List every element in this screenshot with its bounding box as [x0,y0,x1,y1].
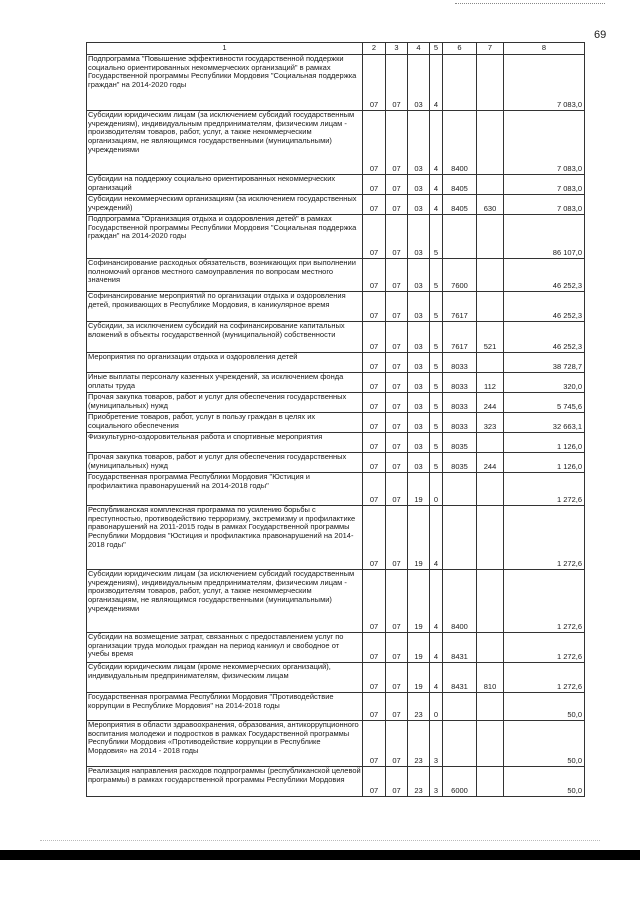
subsection-code-cell: 07 [386,292,408,322]
row-name-cell: Мероприятия по организации отдыха и оздоровления детей [87,353,363,373]
table-row [87,767,585,797]
row-name-cell: Прочая закупка товаров, работ и услуг для обеспечения государственных (муниципальных) нужд [87,453,363,473]
amount-cell: 1 272,6 [504,633,585,663]
subprogram-code-cell: 5 [430,453,443,473]
program-code-cell: 03 [408,175,430,195]
amount-cell: 1 272,6 [504,506,585,570]
amount-cell: 1 126,0 [504,453,585,473]
subprogram-code-cell: 5 [430,413,443,433]
expense-code-cell [443,55,477,111]
expense-code-cell [443,506,477,570]
expense-type-cell [477,693,504,721]
amount-cell: 46 252,3 [504,292,585,322]
subsection-code-cell: 07 [386,453,408,473]
subprogram-code-cell: 3 [430,721,443,767]
expense-type-cell: 810 [477,663,504,693]
subsection-code-cell: 07 [386,373,408,393]
expense-code-cell [443,473,477,506]
subsection-code-cell: 07 [386,433,408,453]
expense-type-cell [477,506,504,570]
amount-cell: 7 083,0 [504,111,585,175]
program-code-cell: 03 [408,373,430,393]
expense-code-cell: 8405 [443,195,477,215]
program-code-cell: 23 [408,721,430,767]
row-name-cell: Субсидии юридическим лицам (кроме некоммерческих организаций), индивидуальным предпринимателям, физическим лицам [87,663,363,693]
row-name-cell: Субсидии некоммерческим организациям (за исключением государственных учреждений) [87,195,363,215]
subprogram-code-cell: 4 [430,570,443,633]
section-code-cell: 07 [363,767,386,797]
table-row [87,195,585,215]
expense-type-cell: 244 [477,453,504,473]
expense-code-cell [443,721,477,767]
budget-table [86,42,585,797]
amount-cell: 50,0 [504,721,585,767]
table-row [87,433,585,453]
row-name-cell: Республиканская комплексная программа по усилению борьбы с преступностью, противодействию терроризму, экстремизму и профилактике правонарушений на 2011-2015 годы в рамках Государственной программы Республики Мордовия "Юстиция и профилактика правонарушений на 2014-2018 годы" [87,506,363,570]
row-name-cell: Иные выплаты персоналу казенных учреждений, за исключением фонда оплаты труда [87,373,363,393]
amount-cell: 7 083,0 [504,195,585,215]
table-row [87,175,585,195]
expense-code-cell: 8400 [443,111,477,175]
table-row [87,453,585,473]
subprogram-code-cell: 5 [430,215,443,259]
expense-type-cell [477,721,504,767]
row-name-cell: Реализация направления расходов подпрограммы (республиканской целевой программы) в рамках государственной программы Республики Мордовия [87,767,363,797]
program-code-cell: 03 [408,393,430,413]
program-code-cell: 23 [408,767,430,797]
row-name-cell: Мероприятия в области здравоохранения, образования, антикоррупционного воспитания молодежи и подростков в рамках Государственной программы Республики Мордовия «Противодействие коррупции в Республике Мордовия» на 2014 - 2018 годы [87,721,363,767]
expense-type-cell [477,353,504,373]
subsection-code-cell: 07 [386,633,408,663]
section-code-cell: 07 [363,259,386,292]
expense-type-cell [477,292,504,322]
table-row [87,693,585,721]
row-name-cell: Субсидии юридическим лицам (за исключением субсидий государственным учреждениям), индивидуальным предпринимателям, физическим лицам - производителям товаров, работ, услуг, а также некоммерческим организациям, не являющимся государственными (муниципальными) учреждениями [87,570,363,633]
table-row [87,663,585,693]
subprogram-code-cell: 5 [430,353,443,373]
program-code-cell: 03 [408,292,430,322]
row-name-cell: Субсидии, за исключением субсидий на софинансирование капитальных вложений в объекты государственной (муниципальной) собственности [87,322,363,353]
section-code-cell: 07 [363,393,386,413]
expense-code-cell: 6000 [443,767,477,797]
expense-type-cell [477,473,504,506]
expense-type-cell: 323 [477,413,504,433]
expense-code-cell: 8400 [443,570,477,633]
expense-type-cell: 244 [477,393,504,413]
row-name-cell: Софинансирование расходных обязательств, возникающих при выполнении полномочий органов местного самоуправления по вопросам местного значения [87,259,363,292]
row-name-cell: Подпрограмма "Организация отдыха и оздоровления детей" в рамках Государственной программы Республики Мордовия "Социальная поддержка граждан" на 2014-2020 годы [87,215,363,259]
section-code-cell: 07 [363,453,386,473]
program-code-cell: 19 [408,633,430,663]
subsection-code-cell: 07 [386,570,408,633]
subprogram-code-cell: 4 [430,195,443,215]
header-cell: 8 [504,43,585,55]
section-code-cell: 07 [363,55,386,111]
amount-cell: 46 252,3 [504,322,585,353]
expense-type-cell [477,767,504,797]
amount-cell: 38 728,7 [504,353,585,373]
expense-code-cell: 7617 [443,322,477,353]
expense-type-cell [477,111,504,175]
section-code-cell: 07 [363,433,386,453]
amount-cell: 7 083,0 [504,175,585,195]
table-row [87,292,585,322]
subsection-code-cell: 07 [386,175,408,195]
table-row [87,259,585,292]
program-code-cell: 03 [408,433,430,453]
section-code-cell: 07 [363,292,386,322]
table-row [87,353,585,373]
expense-type-cell [477,433,504,453]
table-row [87,373,585,393]
row-name-cell: Субсидии на поддержку социально ориентированных некоммерческих организаций [87,175,363,195]
section-code-cell: 07 [363,373,386,393]
subsection-code-cell: 07 [386,259,408,292]
section-code-cell: 07 [363,353,386,373]
section-code-cell: 07 [363,506,386,570]
expense-type-cell [477,55,504,111]
amount-cell: 32 663,1 [504,413,585,433]
amount-cell: 7 083,0 [504,55,585,111]
section-code-cell: 07 [363,175,386,195]
amount-cell: 1 272,6 [504,570,585,633]
expense-code-cell: 7600 [443,259,477,292]
subsection-code-cell: 07 [386,195,408,215]
page-number: 69 [594,29,607,41]
header-cell: 5 [430,43,443,55]
program-code-cell: 03 [408,195,430,215]
subsection-code-cell: 07 [386,55,408,111]
amount-cell: 1 126,0 [504,433,585,453]
table-row [87,633,585,663]
program-code-cell: 19 [408,473,430,506]
expense-code-cell [443,693,477,721]
expense-code-cell: 8033 [443,393,477,413]
row-name-cell: Подпрограмма "Повышение эффективности государственной поддержки социально ориентированных некоммерческих организаций" в рамках Государственной программы Республики Мордовия "Социальная поддержка граждан" на 2014-2020 годы [87,55,363,111]
header-cell: 1 [87,43,363,55]
program-code-cell: 03 [408,413,430,433]
bottom-black-bar [0,850,640,860]
section-code-cell: 07 [363,413,386,433]
header-cell: 3 [386,43,408,55]
amount-cell: 86 107,0 [504,215,585,259]
expense-code-cell: 8405 [443,175,477,195]
subsection-code-cell: 07 [386,393,408,413]
table-row [87,721,585,767]
row-name-cell: Государственная программа Республики Мордовия "Противодействие коррупции в Республике Мордовия" на 2014-2018 годы [87,693,363,721]
program-code-cell: 19 [408,570,430,633]
table-row [87,111,585,175]
subsection-code-cell: 07 [386,353,408,373]
expense-type-cell [477,175,504,195]
section-code-cell: 07 [363,663,386,693]
row-name-cell: Приобретение товаров, работ, услуг в пользу граждан в целях их социального обеспечения [87,413,363,433]
expense-type-cell [477,215,504,259]
section-code-cell: 07 [363,721,386,767]
table-row [87,413,585,433]
subsection-code-cell: 07 [386,506,408,570]
expense-code-cell: 8431 [443,663,477,693]
subsection-code-cell: 07 [386,663,408,693]
subsection-code-cell: 07 [386,473,408,506]
subprogram-code-cell: 4 [430,175,443,195]
top-dotted-line [455,3,605,4]
header-cell: 6 [443,43,477,55]
expense-type-cell: 521 [477,322,504,353]
subprogram-code-cell: 4 [430,111,443,175]
expense-type-cell [477,570,504,633]
program-code-cell: 19 [408,663,430,693]
subsection-code-cell: 07 [386,111,408,175]
subsection-code-cell: 07 [386,767,408,797]
expense-code-cell: 8035 [443,453,477,473]
row-name-cell: Государственная программа Республики Мордовия "Юстиция и профилактика правонарушений на 2014-2018 годы" [87,473,363,506]
amount-cell: 5 745,6 [504,393,585,413]
row-name-cell: Субсидии юридическим лицам (за исключением субсидий государственным учреждениям), индивидуальным предпринимателям, физическим лицам - производителям товаров, работ, услуг, а также некоммерческим организациям, не являющимся государственными (муниципальными) учреждениями [87,111,363,175]
subprogram-code-cell: 5 [430,259,443,292]
section-code-cell: 07 [363,570,386,633]
subsection-code-cell: 07 [386,215,408,259]
program-code-cell: 03 [408,322,430,353]
table-row [87,506,585,570]
program-code-cell: 03 [408,259,430,292]
subprogram-code-cell: 5 [430,373,443,393]
section-code-cell: 07 [363,322,386,353]
subprogram-code-cell: 5 [430,393,443,413]
expense-code-cell: 8033 [443,413,477,433]
header-cell: 4 [408,43,430,55]
header-cell: 2 [363,43,386,55]
subsection-code-cell: 07 [386,693,408,721]
subprogram-code-cell: 0 [430,693,443,721]
subprogram-code-cell: 5 [430,433,443,453]
table-row [87,393,585,413]
expense-code-cell: 8033 [443,353,477,373]
subsection-code-cell: 07 [386,721,408,767]
subprogram-code-cell: 4 [430,55,443,111]
table-row [87,322,585,353]
amount-cell: 50,0 [504,693,585,721]
table-row [87,570,585,633]
expense-type-cell [477,259,504,292]
subprogram-code-cell: 3 [430,767,443,797]
program-code-cell: 03 [408,55,430,111]
header-cell: 7 [477,43,504,55]
expense-code-cell: 8035 [443,433,477,453]
amount-cell: 1 272,6 [504,663,585,693]
row-name-cell: Софинансирование мероприятий по организации отдыха и оздоровления детей, проживающих в Республике Мордовия, в каникулярное время [87,292,363,322]
section-code-cell: 07 [363,633,386,663]
expense-type-cell [477,633,504,663]
program-code-cell: 03 [408,215,430,259]
subprogram-code-cell: 4 [430,506,443,570]
section-code-cell: 07 [363,473,386,506]
table-row [87,473,585,506]
amount-cell: 1 272,6 [504,473,585,506]
program-code-cell: 23 [408,693,430,721]
expense-code-cell: 7617 [443,292,477,322]
row-name-cell: Физкультурно-оздоровительная работа и спортивные мероприятия [87,433,363,453]
subsection-code-cell: 07 [386,413,408,433]
section-code-cell: 07 [363,215,386,259]
program-code-cell: 19 [408,506,430,570]
expense-code-cell: 8033 [443,373,477,393]
expense-code-cell: 8431 [443,633,477,663]
expense-code-cell [443,215,477,259]
program-code-cell: 03 [408,353,430,373]
subsection-code-cell: 07 [386,322,408,353]
table-header-row [87,43,585,55]
expense-type-cell: 112 [477,373,504,393]
amount-cell: 320,0 [504,373,585,393]
amount-cell: 50,0 [504,767,585,797]
row-name-cell: Субсидии на возмещение затрат, связанных с предоставлением услуг по организации труда молодых граждан на период каникул и свободное от учебы время [87,633,363,663]
subprogram-code-cell: 0 [430,473,443,506]
subprogram-code-cell: 5 [430,292,443,322]
footer-dotted-line [40,840,600,841]
table-row [87,215,585,259]
subprogram-code-cell: 4 [430,633,443,663]
amount-cell: 46 252,3 [504,259,585,292]
subprogram-code-cell: 4 [430,663,443,693]
program-code-cell: 03 [408,453,430,473]
section-code-cell: 07 [363,693,386,721]
section-code-cell: 07 [363,111,386,175]
program-code-cell: 03 [408,111,430,175]
section-code-cell: 07 [363,195,386,215]
table-row [87,55,585,111]
subprogram-code-cell: 5 [430,322,443,353]
row-name-cell: Прочая закупка товаров, работ и услуг для обеспечения государственных (муниципальных) нужд [87,393,363,413]
expense-type-cell: 630 [477,195,504,215]
